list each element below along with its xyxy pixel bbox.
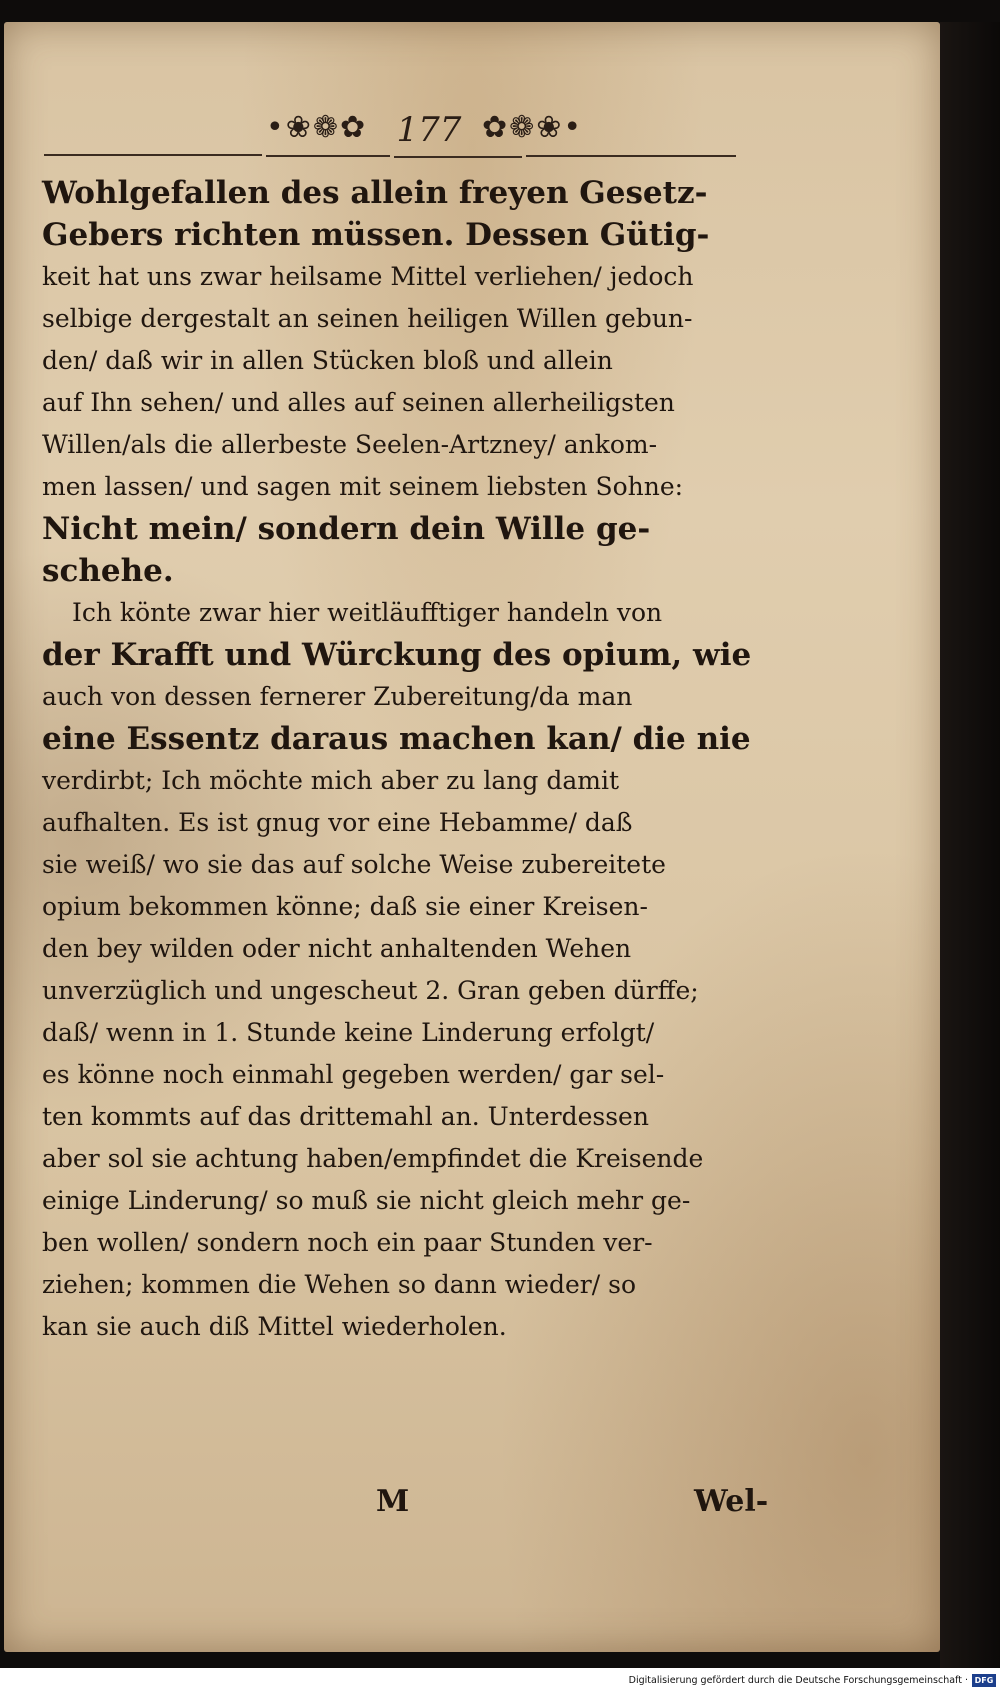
header-ornament-left: •❀❁✿ [266,110,368,145]
text-line: eine Essentz daraus machen kan/ die nie [42,721,751,757]
text-line: aufhalten. Es ist gnug vor eine Hebamme/ daß [42,808,633,837]
dfg-logo: DFG [972,1674,996,1687]
text-line: ten kommts auf das drittemahl an. Unterdessen [42,1102,649,1131]
text-line: schehe. [42,553,174,589]
text-line: Ich könte zwar hier weitläufftiger handeln von [72,598,663,627]
text-line: daß/ wenn in 1. Stunde keine Linderung erfolgt/ [42,1018,655,1047]
text-line: den bey wilden oder nicht anhaltenden Wehen [42,934,632,963]
header-ornament-right: ✿❁❀• [482,110,584,145]
header-rule-2 [266,155,390,157]
text-line: kan sie auch diß Mittel wiederholen. [42,1312,507,1341]
header-rule-1 [44,154,262,156]
text-line: auch von dessen fernerer Zubereitung/da man [42,682,633,711]
header-rule-4 [526,155,736,157]
text-line: Wohlgefallen des allein freyen Gesetz- [42,175,708,211]
digitization-credit: Digitalisierung gefördert durch die Deutsche Forschungsgemeinschaft · [628,1675,968,1686]
page-number: 177 [396,110,462,150]
text-line: selbige dergestalt an seinen heiligen Willen gebun- [42,304,693,333]
text-line: der Krafft und Würckung des opium, wie [42,637,752,673]
book-fore-edge [940,22,1000,1668]
body-text [42,172,802,1348]
text-line: Nicht mein/ sondern dein Wille ge- [42,511,651,547]
text-line: Gebers richten müssen. Dessen Gütig- [42,217,710,253]
text-line: es könne noch einmahl gegeben werden/ gar sel- [42,1060,665,1089]
text-line: sie weiß/ wo sie das auf solche Weise zubereitete [42,850,666,879]
text-line: keit hat uns zwar heilsame Mittel verliehen/ jedoch [42,262,694,291]
running-header [4,108,940,158]
text-line: ben wollen/ sondern noch ein paar Stunden ver- [42,1228,653,1257]
signature-mark: M [376,1484,410,1519]
text-line: auf Ihn sehen/ und alles auf seinen allerheiligsten [42,388,675,417]
text-line: aber sol sie achtung haben/empfindet die Kreisende [42,1144,704,1173]
book-page [4,22,940,1652]
text-line: verdirbt; Ich möchte mich aber zu lang damit [42,766,619,795]
text-line: opium bekommen könne; daß sie einer Kreisen- [42,892,648,921]
text-line: men lassen/ und sagen mit seinem liebsten Sohne: [42,472,684,501]
text-line: den/ daß wir in allen Stücken bloß und allein [42,346,613,375]
text-line: unverzüglich und ungescheut 2. Gran geben dürffe; [42,976,699,1005]
text-line: Willen/als die allerbeste Seelen-Artzney/ ankom- [42,430,658,459]
text-line: einige Linderung/ so muß sie nicht gleich mehr ge- [42,1186,691,1215]
header-rule-3 [394,156,522,158]
catchword: Wel- [694,1484,769,1519]
text-line: ziehen; kommen die Wehen so dann wieder/ so [42,1270,636,1299]
